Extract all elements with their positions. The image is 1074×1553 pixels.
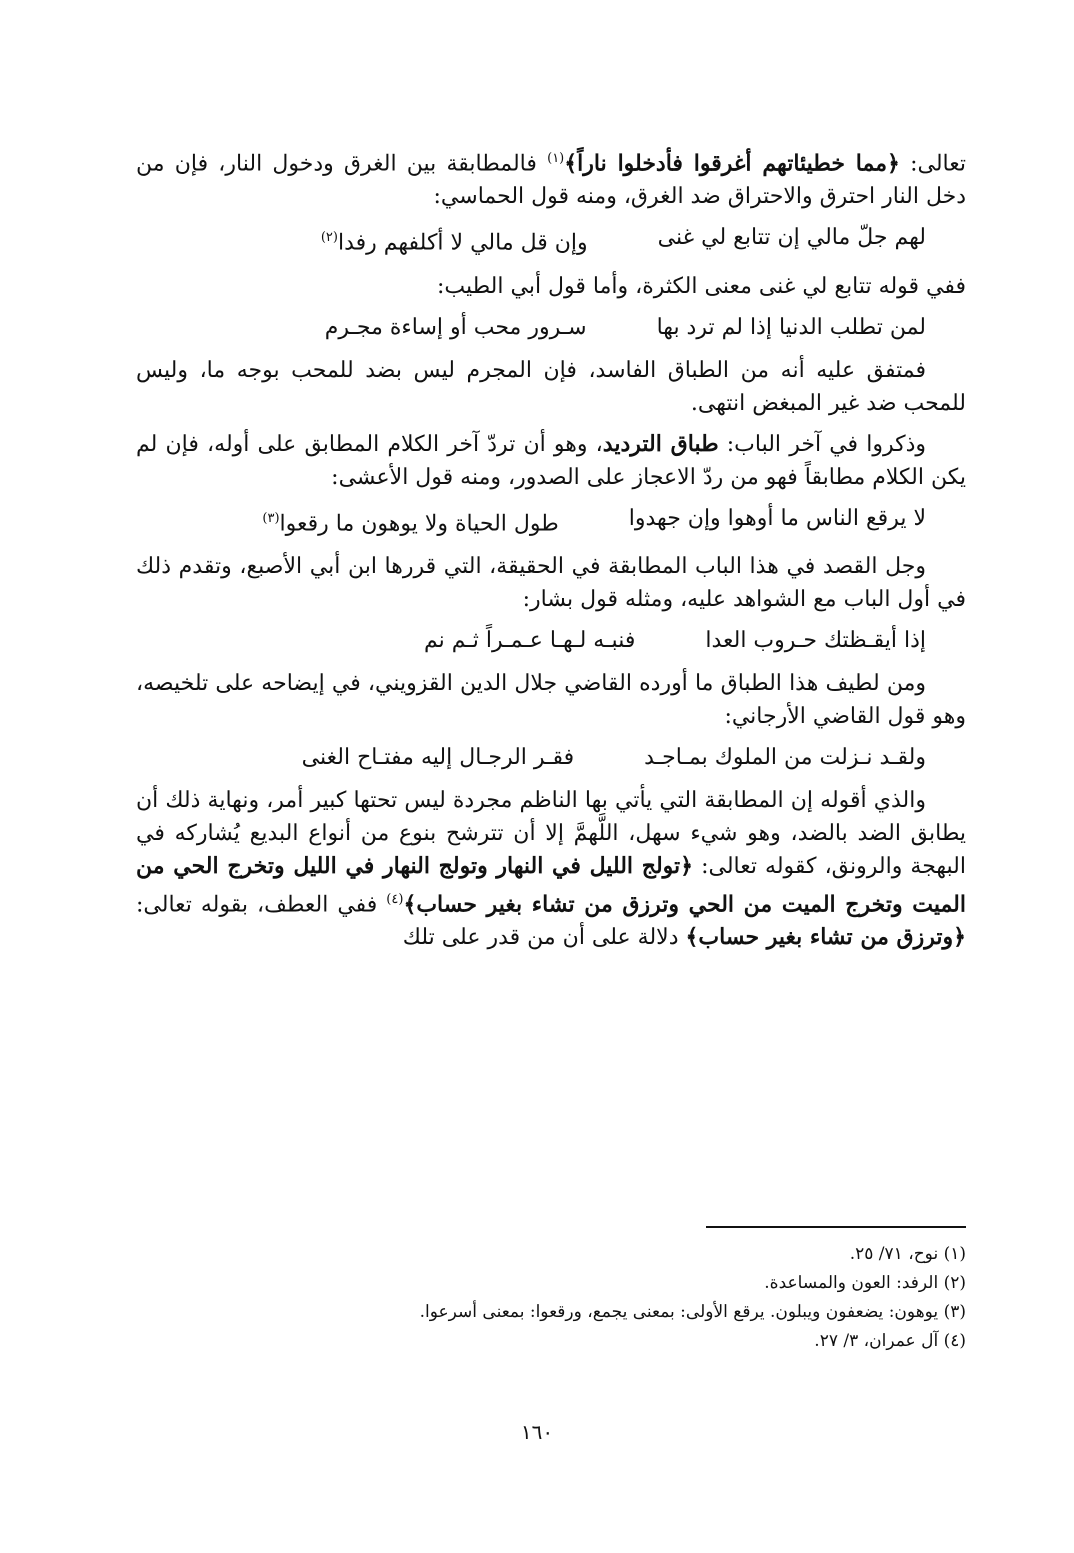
footnote: (٤) آل عمران، ٣/ ٢٧. — [814, 1331, 966, 1351]
verse-line — [136, 741, 966, 774]
paragraph — [136, 550, 966, 616]
text-run: ففي قوله تتابع لي غنى معنى الكثرة، وأما قول أبي الطيب: — [436, 273, 966, 299]
paragraph — [136, 354, 966, 420]
text-run: وذكروا في آخر الباب: — [718, 431, 926, 457]
verse-line — [136, 624, 966, 657]
paragraph — [136, 784, 966, 954]
verse-first-hemistich: ولقـد نـزلت من الملوك بمـاجـد — [644, 744, 926, 770]
paragraph — [136, 428, 966, 494]
text-run: ، وهو أن تردّ آخر الكلام المطابق على أوله، فإن لم يكن الكلام مطابقاً فهو من ردّ الاعجاز على الصدور، ومنه قول الأعشى: — [136, 431, 966, 490]
footnote-ref: (٣) — [262, 510, 280, 526]
page-number: ١٦٠ — [520, 1420, 554, 1444]
footnote-separator — [706, 1226, 966, 1228]
text-run: ففي العطف، بقوله تعالى: — [136, 892, 387, 918]
verse-second-text: فقـر الرجـال إليه مفتـاح الغنى — [301, 744, 575, 770]
verse-first-hemistich: لا يرقع الناس ما أوهوا وإن جهدوا — [628, 505, 926, 531]
footnote-ref: (١) — [547, 151, 565, 166]
quran-quote: طباق الترديد — [602, 430, 719, 457]
verse-second-hemistich — [262, 502, 558, 540]
verse-second-hemistich — [302, 741, 574, 774]
text-run: وجل القصد في هذا الباب المطابقة في الحقيقة، التي قررها ابن أبي الأصبع، وتقدم ذلك في أول الباب مع الشواهد عليه، ومثله قول بشار: — [136, 553, 966, 612]
footnote: (٢) الرفد: العون والمساعدة. — [764, 1273, 966, 1293]
footnotes — [136, 1240, 966, 1356]
footnote: (٣) يوهون: يضعفون ويبلون. يرقع الأولى: بمعنى يجمع، ورقعوا: بمعنى أسرعوا. — [419, 1302, 966, 1322]
verse-first-hemistich: لهم جلّ مالي إن تتابع لي غنى — [657, 225, 926, 251]
quran-quote: ﴿تولج الليل في النهار وتولج النهار في الليل وتخرج الحي من الميت وتخرج الميت من الحي وترزق من تشاء بغير حساب﴾ — [136, 852, 967, 918]
verse-second-hemistich — [424, 624, 635, 657]
text-run: تعالى: — [899, 151, 966, 177]
text-run: والذي أقوله إن المطابقة التي يأتي بها الناظم مجردة ليس تحتها كبير أمر، ونهاية ذلك أن يطابق الضد بالضد، وهو شيء سهل، اللَّهمَّ إلا أن تترشح بنوع من أنواع البديع يُشاركه في البهجة والرونق، كقوله تعالى: — [136, 787, 966, 879]
quran-quote: ﴿مما خطيئاتهم أغرقوا فأدخلوا ناراً﴾ — [564, 150, 900, 177]
verse-first-hemistich: إذا أيقـظتك حـروب العدا — [705, 627, 926, 653]
text-run: ومن لطيف هذا الطباق ما أورده القاضي جلال الدين القزويني، في إيضاحه على تلخيصه، وهو قول القاضي الأرجاني: — [136, 670, 966, 729]
verse-line — [136, 221, 966, 259]
text-run: فالمطابقة بين الغرق ودخول النار، فإن من دخل النار احترق والاحتراق ضد الغرق، ومنه قول الحماسي: — [136, 151, 966, 210]
verse-second-text: وإن قل مالي لا أكلفهم رفدا — [337, 230, 588, 256]
text-run: فمتفق عليه أنه من الطباق الفاسد، فإن المجرم ليس بضد للمحب بوجه ما، وليس للمحب ضد غير المبغض انتهى. — [136, 357, 966, 416]
footnote-ref: (٢) — [320, 230, 338, 246]
main-text — [136, 142, 966, 962]
footnote-ref: (٤) — [386, 891, 404, 907]
verse-line — [136, 502, 966, 540]
verse-second-hemistich — [321, 221, 588, 259]
text-run: دلالة على أن من قدر على تلك — [402, 925, 686, 951]
verse-first-hemistich: لمن تطلب الدنيا إذا لم ترد بها — [656, 314, 926, 340]
verse-second-hemistich — [325, 311, 587, 344]
paragraph — [136, 667, 966, 733]
footnote: (١) نوح، ٧١/ ٢٥. — [849, 1244, 966, 1264]
verse-second-text: طول الحياة ولا يوهون ما رقعوا — [279, 510, 559, 536]
quran-quote: ﴿وترزق من تشاء بغير حساب﴾ — [685, 924, 966, 951]
paragraph — [136, 142, 966, 213]
verse-second-text: فنبـه لـهـا عـمـراً ثـم نم — [423, 627, 636, 653]
paragraph — [136, 270, 966, 303]
verse-line — [136, 311, 966, 344]
verse-second-text: سـرور محب أو إساءة مجـرم — [324, 314, 587, 340]
